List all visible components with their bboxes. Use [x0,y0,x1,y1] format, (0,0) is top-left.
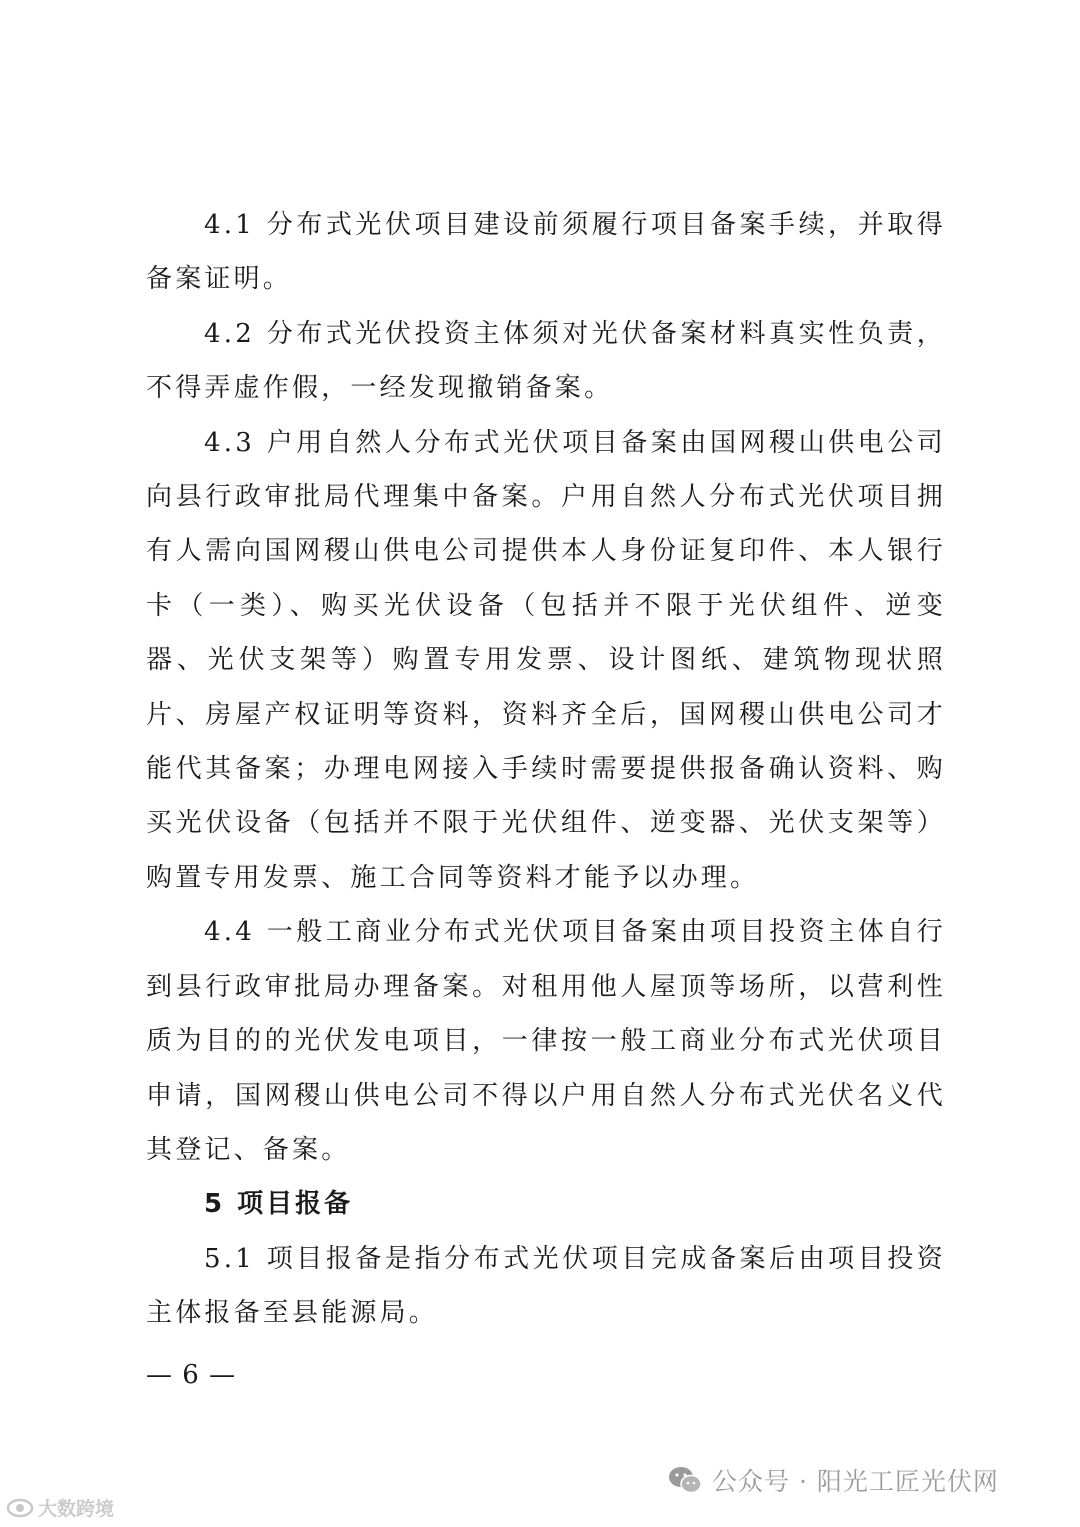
watermark-left [6,1494,114,1521]
page-number: — 6 — [146,1360,237,1390]
section-heading-5: 5 项目报备 [204,1189,354,1220]
watermark-left-text: 大数跨境 [38,1498,115,1520]
paragraph-4-3: 4.3 户用自然人分布式光伏项目备案由国网稷山供电公司向县行政审批局代理集中备案。户用自然人分布式光伏项目拥有人需向国网稷山供电公司提供本人身份证复印件、本人银行卡（一类）、购买光伏设备（包括并不限于光伏组件、逆变器、光伏支架等）购置专用发票、设计图纸、建筑物现状照片、房屋产权证明等资料，资料齐全后，国网稷山供电公司才能代其备案；办理电网接入手续时需要提供报备确认资料、购买光伏设备（包括并不限于光伏组件、逆变器、光伏支架等）购置专用发票、施工合同等资料才能予以办理。 [146,427,946,893]
paragraph-5-1: 5.1 项目报备是指分布式光伏项目完成备案后由项目投资主体报备至县能源局。 [146,1243,946,1329]
paragraph-4-2: 4.2 分布式光伏投资主体须对光伏备案材料真实性负责，不得弄虚作假，一经发现撤销备案。 [146,318,946,404]
wechat-icon [668,1465,702,1495]
watermark-right [668,1462,999,1498]
paragraph-4-1: 4.1 分布式光伏项目建设前须履行项目备案手续，并取得备案证明。 [146,210,946,295]
paragraph-4-4: 4.4 一般工商业分布式光伏项目备案由项目投资主体自行到县行政审批局办理备案。对租用他人屋顶等场所，以营利性质为目的的光伏发电项目，一律按一般工商业分布式光伏项目申请，国网稷山供电公司不得以户用自然人分布式光伏名义代其登记、备案。 [146,917,946,1165]
document-body [146,198,946,1341]
watermark-right-text: 公众号 · 阳光工匠光伏网 [712,1467,999,1496]
eye-logo-icon [6,1497,34,1519]
